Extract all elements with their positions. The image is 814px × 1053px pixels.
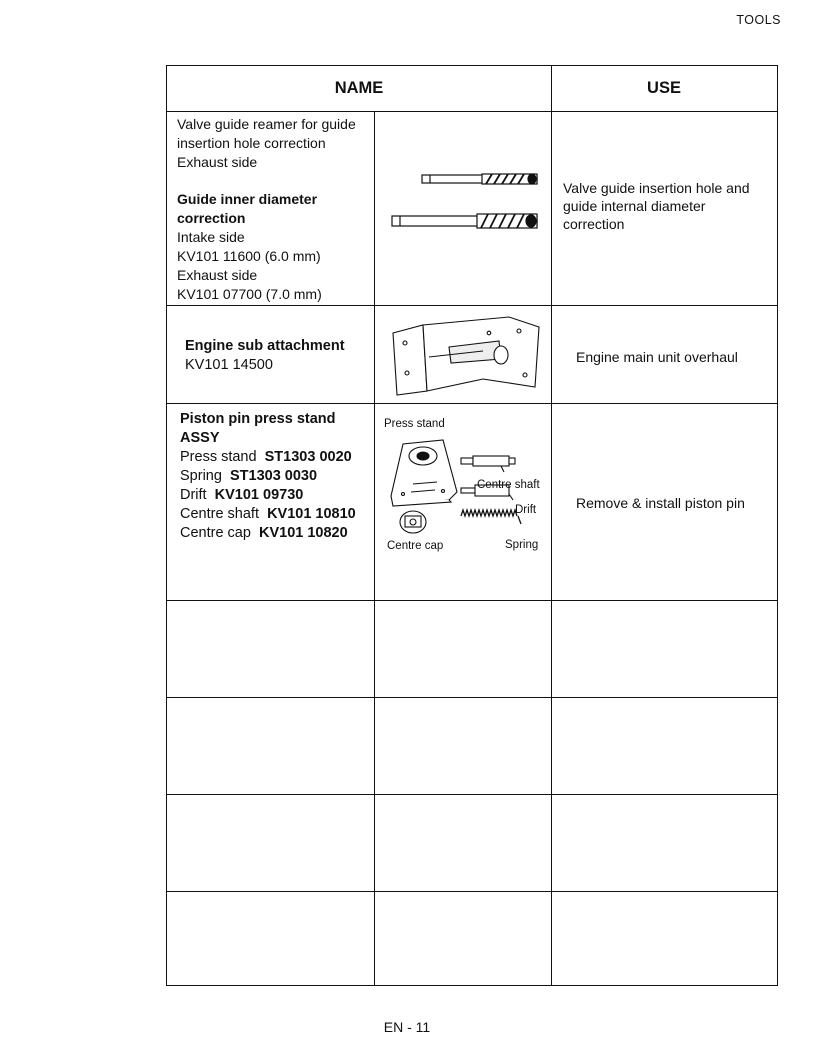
figure-label-press-stand: Press stand — [384, 418, 445, 430]
row-divider — [167, 697, 777, 698]
row1-name-line: Intake side — [177, 229, 245, 245]
row1-use-line: correction — [563, 216, 625, 232]
row1-use — [563, 179, 777, 233]
row1-part-number: KV101 07700 (7.0 mm) — [177, 286, 322, 302]
row1-name-line: Exhaust side — [177, 267, 258, 283]
part-label: Spring — [180, 468, 222, 484]
spring-icon — [461, 510, 521, 524]
row2-part-number: KV101 14500 — [185, 357, 273, 373]
row3-part-line — [180, 486, 374, 505]
press-stand-icon — [391, 440, 457, 506]
section-label: TOOLS — [736, 13, 781, 27]
row1-part-number: KV101 11600 (6.0 mm) — [177, 248, 321, 264]
row1-name-line: insertion hole correction — [177, 135, 326, 151]
row-divider — [167, 891, 777, 892]
row1-name-title: Guide inner diameter — [177, 191, 318, 207]
part-label: Centre cap — [180, 525, 251, 541]
row-divider — [167, 794, 777, 795]
row1-name — [177, 115, 373, 304]
reamer-illustration — [382, 171, 547, 241]
column-divider — [551, 66, 552, 111]
row1-use-line: Valve guide insertion hole and — [563, 180, 750, 196]
row1-name-line: Valve guide reamer for guide — [177, 116, 356, 132]
row3-name — [180, 410, 374, 543]
figure-label-centre-shaft: Centre shaft — [477, 479, 540, 491]
row3-part-line — [180, 505, 374, 524]
row-divider — [167, 111, 777, 112]
part-number: ST1303 0020 — [264, 449, 352, 465]
part-number: ST1303 0030 — [229, 468, 318, 484]
row3-name-title: Piston pin press stand — [180, 411, 336, 427]
intake-reamer-icon — [392, 214, 537, 228]
page-number: EN - 11 — [383, 1019, 431, 1035]
header-name: NAME — [334, 79, 384, 97]
part-number: KV101 09730 — [214, 487, 304, 503]
figure-label-centre-cap: Centre cap — [387, 540, 444, 552]
row-divider — [167, 305, 777, 306]
header-use: USE — [647, 79, 681, 97]
row2-name-title: Engine sub attachment — [185, 338, 345, 354]
row2-name — [185, 337, 373, 375]
row3-part-line — [180, 467, 374, 486]
row-divider — [167, 600, 777, 601]
centre-shaft-icon — [461, 456, 515, 472]
column-divider — [551, 111, 552, 985]
part-number: KV101 10810 — [267, 506, 356, 522]
row-divider — [167, 403, 777, 404]
figure-label-spring: Spring — [505, 539, 539, 551]
part-number: KV101 10820 — [259, 525, 348, 541]
row2-use: Engine main unit overhaul — [576, 349, 738, 365]
row3-use: Remove & install piston pin — [576, 495, 745, 511]
exhaust-reamer-icon — [422, 174, 537, 184]
centre-cap-icon — [400, 511, 426, 533]
part-label: Drift — [180, 487, 207, 503]
row1-name-line: Exhaust side — [177, 154, 258, 170]
row1-use-line: guide internal diameter — [563, 198, 706, 214]
part-label: Centre shaft — [180, 506, 259, 522]
figure-label-drift: Drift — [515, 504, 537, 516]
tools-table — [166, 65, 778, 986]
row3-part-line — [180, 448, 374, 467]
column-divider — [374, 111, 375, 985]
row3-name-title: ASSY — [180, 430, 220, 446]
row1-name-title: correction — [177, 210, 246, 226]
engine-sub-attachment-illustration — [389, 313, 547, 397]
part-label: Press stand — [180, 449, 257, 465]
row3-part-line — [180, 524, 374, 543]
